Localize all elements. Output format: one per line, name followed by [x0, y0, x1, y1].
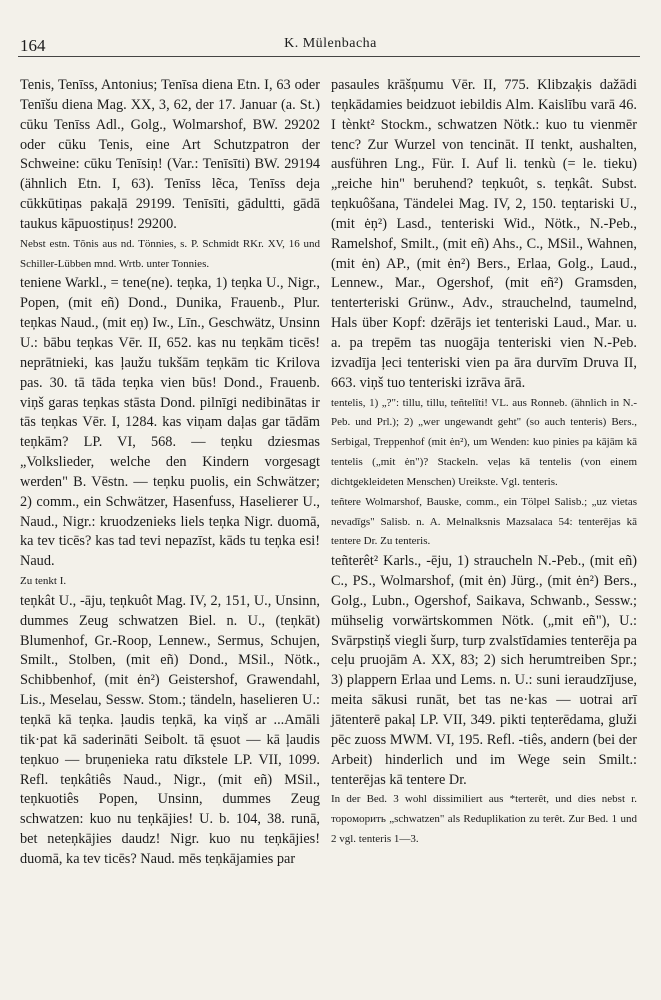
entry-text: teniene Warkl., = tene(ne). teņka, 1) teņka U., Nigr., Popen, (mit eñ) Dond., Dunika, Frauenb., Plur. teņkas Naud., (mit eņ) Iw., Līn., Geschwätz, Unsinn U.: bābu teņkas Vēr. II, 652. kas nu teņkām ticēs! neprātnieki, kas ļaužu tukšām teņkām tic Krilova pas. 30. tā tāda teņka vien būs! Dond., Frauenb. viņš garas teņkas stāsta Dond. pilnīgi nedibinātas ir tās teņkas Vēr. I, 1284. kas viņam daļas gar tādām teņkām? LP. VI, 568. — teņku dziesmas „Volkslieder, welche den Kindern vorgesagt werden" B. Vēstn. — teņku puolis, ein Schwätzer; 2) comm., ein Schwätzer, Hasenfuss, Haselierer U., Naud., Nigr.: kruodzenieks liels teņka Nigr. duomā, ka tev ticēs? kas tad tevi nepazīst, kāds tu teņka esi! Naud.: [20, 275, 320, 570]
right-column: [331, 76, 637, 850]
left-column: [20, 76, 320, 870]
entry-text: teñterêt² Karls., -ēju, 1) straucheln N.-Peb., (mit eñ) C., PS., Wolmarshof, (mit ėn) Jürg., (mit ėn²) Bers., Golg., Lubn., Ogershof, Saikava, Schwanb., Sessw.; mühselig vorwärtskommen Nötk. („mit eñ"), U.: Svārpstiņš viegli šurp, turp zvalstīdamies tenterēja pa ceļu pruojām A. XX, 83; 2) sich herumtreiben Spr.; 3) plappern Erlaa und Lems. n. U.: suni ieraudzījuse, meita sākusi runāt, bet tas ne·kas — uotrai arī jātenterē pakaļ LP. VII, 349. pikti teņterēdama, gluži pēc zuoss MWM. VI, 195. Refl. -tiês, andern (bei der Arbeit) hinderlich und im Wege sein Smilt.: tenterējas kā tentere Dr.: [331, 553, 637, 788]
header-rule: [18, 56, 640, 57]
page-number: 164: [20, 36, 46, 55]
entry-note: tentelis, 1) „?": tillu, tillu, teñtelīti! VL. aus Ronneb. (ähnlich in N.-Peb. und Prl.); 2) „wer ungewandt geht" (so auch tenteris) Bers., Serbigal, Treppenhof (mit ėn²), um Wenden: kuo pinies pa kājām kā tentelis („mit ėn")? Stackeln. veļas kā tentelis (von einem dichtgekleideten Menschen) Ureikste. Vgl. tenteris.: [331, 396, 637, 488]
entry-note: Zu tenkt I.: [20, 575, 67, 588]
running-head: K. Mülenbacha: [284, 36, 377, 51]
entry-text: teņkât U., -āju, teņkuôt Mag. IV, 2, 151, U., Unsinn, dummes Zeug schwatzen Biel. n. U., (teņkāt) Blumenhof, Gr.-Roop, Lennew., Sermus, Schujen, Smilt., Stolben, (mit eñ) Dond., MSil., Nötk., Schibbenhof, (mit ėn²) Geistershof, Grawendahl, Lis., Meselau, Sessw. Stom.; tändeln, haselieren U.: teņkā kā teņka. ļaudis teņkā, ka viņš ar ...Amāli tik·pat kā saderināti Seibolt. tā ęsuot — kā ļaudis teņkuo — bruņenieka ratu dīkstele LP. VII, 1099. Refl. teņkâtiês Naud., Nigr., (mit eñ) MSil., teņkuotiês Popen, Unsinn, dummes Zeug schwatzen: kuo nu teņkājies! U. b. 104, 38. runā, bet neteņkājies daudz! Nigr. kuo nu teņkājies! duomā, ka tev ticēs? Naud. mēs teņkājamies par: [20, 592, 320, 867]
entry-note: teñtere Wolmarshof, Bauske, comm., ein Tölpel Salisb.; „uz vietas nevadīgs" Salisb. n. A. Melnalksnis Mazsalaca 54: tenterējas kā tentere Dr. Zu tenteris.: [331, 495, 637, 548]
entry-note: In der Bed. 3 wohl dissimiliert aus *terterêt, und dies nebst r. торoмoрить „schwatzen" als Reduplikation zu terêt. Zur Bed. 1 und 2 vgl. tenteris 1—3.: [331, 793, 637, 846]
entry-text: pasaules krāšņumu Vēr. II, 775. Klibzaķis dažādi teņkādamies beidzuot iebildis Alm. Kaislību varā 46. I tènkt² Stockm., schwatzen Nötk.: kuo tu vienmēr tenc? Zur Wurzel von tencināt. II tenkt, aushalten, ausführen Lng., Für. I. Auf li. tenkù (= le. tieku) „reiche hin" beruhend? teņkuôt, s. teņkât. Subst. teņkuôšana, Tändelei Mag. IV, 2, 150. teņtariski U., (mit ėņ²) Lasd., tenteriski Wid., Nötk., N.-Peb., Ramelshof, Smilt., (mit eñ) Ahs., C., MSil., Wahnen, (mit ėn) AP., (mit ėn²) Bers., Erlaa, Golg., Laud., Lennew., Mar., Ogershof, (mit eñ²) Gramsden, tenterteriski Grünw., Adv., strauchelnd, taumelnd, Hals über Kopf: dzērājs iet tenteriski Laud., Mar. u. a. pa trepēm tas nuogāja tenteriski vien N.-Peb. izvadīja ļeci tenteriski vien pa āra durvīm Druva II, 663. viņš tuo tenteriski izrāva ārā.: [331, 77, 637, 391]
entry-text: Tenis, Tenīss, Antonius; Tenīsa diena Etn. I, 63 oder Tenīšu diena Mag. XX, 3, 62, der 17. Januar (a. St.) cūku Tenīss Adl., Golg., Wolmarshof, BW. 29202 oder cūku Tenis, eine Art Schutzpatron der Schweine: cūku Tenīsiņ! (Var.: Tenīsīti) BW. 29194 (ähnlich Etn. I, 63). Tenīss lẽca, Tenīss deja cūkkūtiņas pakaļā 29199. Tenīsīti, gādultti, gādā taukus kāpuostiņus! 29200.: [20, 77, 320, 232]
entry-note: Nebst estn. Tõnis aus nd. Tönnies, s. P. Schmidt RKr. XV, 16 und Schiller-Lübben mnd. Wrtb. unter Tonnies.: [20, 237, 320, 270]
